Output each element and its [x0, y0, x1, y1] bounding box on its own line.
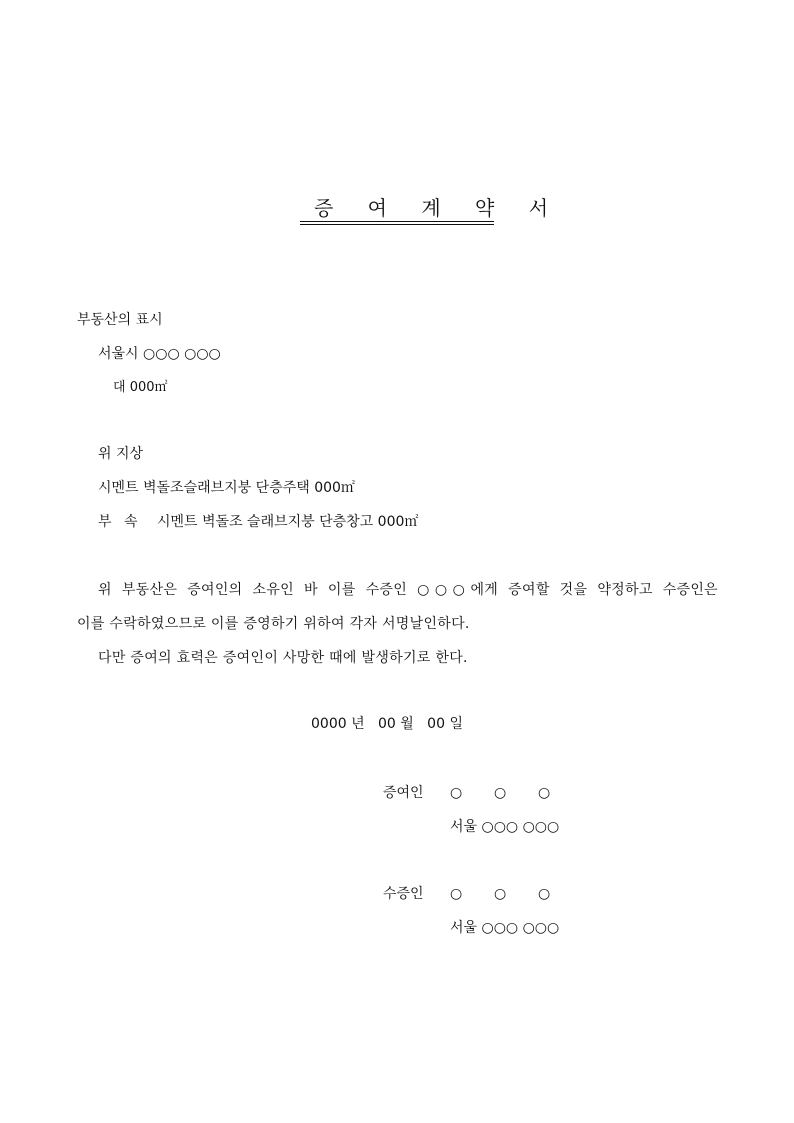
donor-name-char: ○	[494, 785, 507, 801]
date-month-unit: 월	[400, 716, 414, 732]
document-title: 증 여 계 약 서	[314, 196, 563, 220]
donee-name-char: ○	[538, 886, 551, 902]
annex-label: 부 속	[98, 514, 142, 530]
date-year-unit: 년	[351, 716, 365, 732]
annex-description: 시멘트 벽돌조 슬래브지붕 단층창고 000㎡	[157, 514, 419, 530]
contract-clause-line-2: 이를 수락하였으므로 이를 증영하기 위하여 각자 서명날인하다.	[77, 616, 470, 632]
donor-name-char: ○	[450, 785, 463, 801]
contract-clause-line-1: 위 부동산은 증여인의 소유인 바 이를 수증인 ○○○에게 증여할 것을 약정하고 수증인은	[98, 582, 718, 598]
donor-name-char: ○	[538, 785, 551, 801]
donee-name-char: ○	[450, 886, 463, 902]
property-heading: 부동산의 표시	[77, 312, 163, 328]
donee-name-char: ○	[494, 886, 507, 902]
donor-address: 서울 ○○○ ○○○	[450, 819, 560, 835]
property-land: 대 000㎡	[113, 380, 168, 395]
contract-date	[311, 714, 463, 734]
contract-clause-line-3: 다만 증여의 효력은 증여인이 사망한 때에 발생하기로 한다.	[98, 650, 468, 666]
property-address: 서울시 ○○○ ○○○	[98, 346, 221, 362]
above-ground-label: 위 지상	[98, 446, 144, 462]
title-underline-bottom	[300, 224, 494, 225]
title-underline-top	[300, 221, 494, 222]
date-year: 0000	[311, 716, 347, 732]
donee-label: 수증인	[383, 886, 424, 902]
building-description: 시멘트 벽돌조슬래브지붕 단층주택 000㎡	[98, 480, 355, 496]
donee-address: 서울 ○○○ ○○○	[450, 920, 560, 936]
date-day-unit: 일	[449, 716, 463, 732]
date-month: 00	[377, 716, 396, 732]
donor-label: 증여인	[383, 785, 424, 801]
date-day: 00	[427, 716, 445, 732]
